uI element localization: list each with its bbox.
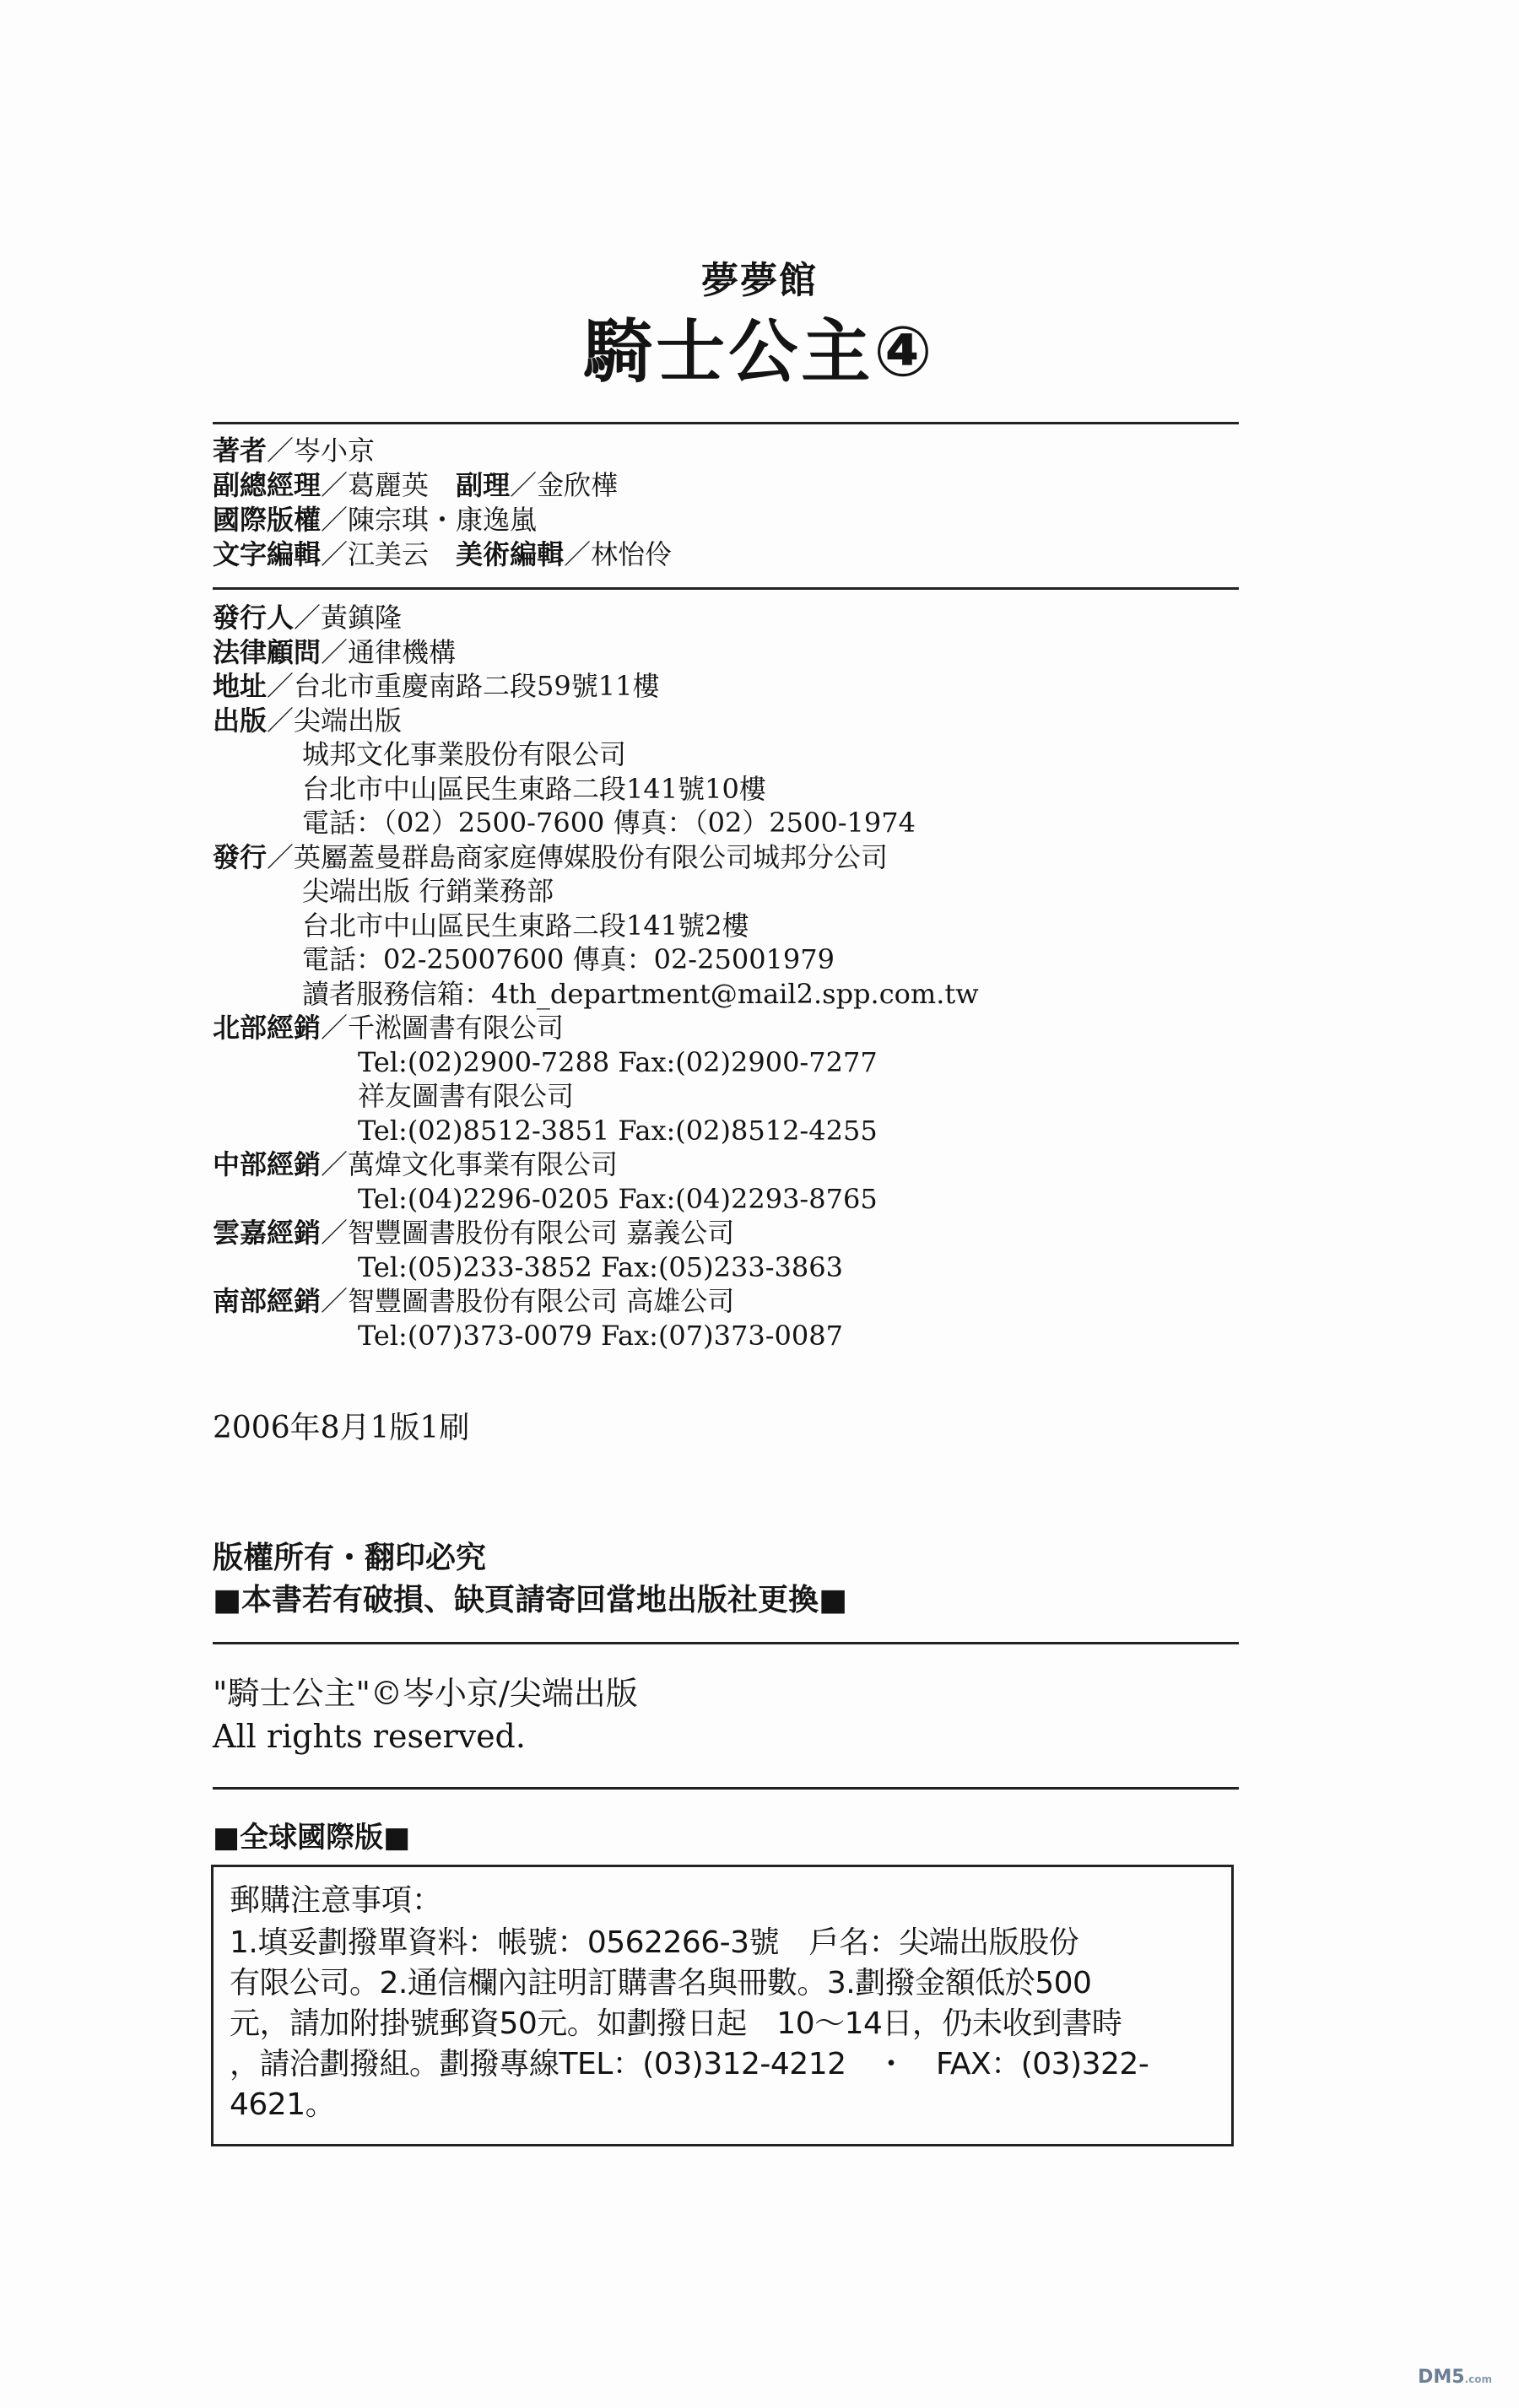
mail-order-line: 4621。	[230, 2087, 336, 2122]
credit-value: 陳宗琪・康逸嵐	[348, 504, 538, 536]
publisher-separator: ／	[321, 1217, 349, 1249]
publisher-separator: ／	[321, 635, 349, 668]
credit-separator: ／	[510, 469, 538, 501]
replacement-notice	[213, 1576, 847, 1619]
all-rights-reserved: All rights reserved.	[213, 1718, 526, 1755]
book-title: 騎士公主④	[583, 312, 936, 392]
replacement-text: 本書若有破損、缺頁請寄回當地出版社更換	[241, 1583, 819, 1617]
publisher-value: 尖端出版 行銷業務部	[302, 875, 554, 907]
copyright-line: "騎士公主"©岑小京/尖端出版	[213, 1675, 638, 1712]
credit-value: 葛麗英	[348, 469, 430, 501]
publisher-line	[213, 669, 659, 703]
publisher-label: 北部經銷	[213, 1012, 322, 1044]
publisher-label: 發行	[213, 840, 268, 873]
publisher-separator: ／	[267, 704, 295, 737]
square-mark: ■	[819, 1583, 848, 1617]
publisher-value: 智豐圖書股份有限公司 嘉義公司	[348, 1217, 735, 1249]
publisher-line	[302, 942, 835, 976]
square-mark: ■	[213, 1583, 242, 1617]
publisher-line	[213, 1011, 564, 1045]
publisher-label: 出版	[213, 704, 268, 737]
publisher-label: 中部經銷	[213, 1148, 322, 1180]
edition-info: 2006年8月1版1刷	[213, 1411, 470, 1445]
publisher-value: 英屬蓋曼群島商家庭傳媒股份有限公司城邦分公司	[294, 840, 889, 873]
credit-separator: ／	[321, 469, 349, 501]
divider-top	[213, 422, 1239, 424]
square-mark: ■	[213, 1821, 241, 1855]
watermark-main: DM5	[1418, 2367, 1465, 2388]
publisher-separator: ／	[321, 1012, 349, 1044]
publisher-value: 智豐圖書股份有限公司 高雄公司	[348, 1285, 735, 1317]
international-text: 全球國際版	[240, 1821, 384, 1855]
credit-label: 副理	[456, 469, 511, 501]
publisher-label: 法律顧問	[213, 635, 322, 668]
publisher-separator: ／	[267, 840, 295, 873]
publisher-line	[358, 1114, 878, 1147]
mail-order-line: ，請洽劃撥組。劃撥專線TEL：(03)312-4212 ・ FAX：(03)322-	[230, 2047, 1149, 2081]
publisher-label: 南部經銷	[213, 1285, 322, 1317]
credit-value: 江美云	[348, 538, 430, 570]
credit-line	[213, 503, 537, 537]
publisher-value: 萬煒文化事業有限公司	[348, 1148, 619, 1180]
publisher-value: Tel:(04)2296-0205 Fax:(04)2293-8765	[358, 1182, 878, 1215]
publisher-value: 尖端出版	[294, 704, 403, 737]
publisher-line	[213, 635, 456, 669]
publisher-value: 電話：（02）2500-7600 傳真：（02）2500-1974	[302, 807, 916, 839]
publisher-value: Tel:(05)233-3852 Fax:(05)233-3863	[358, 1250, 843, 1283]
publisher-label: 地址	[213, 670, 268, 702]
publisher-line	[302, 977, 979, 1011]
credit-line	[213, 537, 672, 571]
publisher-line	[213, 1284, 734, 1318]
mail-order-line: 元，請加附掛號郵資50元。如劃撥日起 10～14日，仍未收到書時	[230, 2006, 1122, 2041]
publisher-line	[302, 772, 766, 806]
publisher-separator: ／	[294, 602, 322, 634]
mail-order-heading: 郵購注意事項：	[230, 1883, 443, 1918]
credit-line	[213, 468, 618, 502]
credit-separator: ／	[267, 435, 295, 467]
publisher-value: 城邦文化事業股份有限公司	[302, 738, 627, 770]
publisher-line	[358, 1079, 574, 1113]
divider-copyright	[213, 1642, 1239, 1644]
publisher-value: 千淞圖書有限公司	[348, 1012, 565, 1044]
credit-value: 林怡伶	[591, 538, 673, 570]
publisher-separator: ／	[321, 1285, 349, 1317]
square-mark: ■	[383, 1821, 411, 1855]
credit-value: 金欣樺	[537, 469, 619, 501]
publisher-line	[213, 840, 888, 874]
publisher-value: Tel:(07)373-0079 Fax:(07)373-0087	[358, 1319, 843, 1352]
credit-value: 岑小京	[294, 435, 376, 467]
series-name: 夢夢館	[701, 259, 818, 302]
publisher-line	[302, 806, 916, 840]
divider-international	[213, 1787, 1239, 1790]
publisher-line	[358, 1319, 843, 1352]
credit-label: 著者	[213, 435, 268, 467]
credit-label: 文字編輯	[213, 538, 322, 570]
watermark-sub: .com	[1464, 2373, 1492, 2385]
publisher-line	[358, 1182, 878, 1216]
publisher-line	[213, 1216, 734, 1250]
credit-label: 美術編輯	[456, 538, 565, 570]
mail-order-line: 1.填妥劃撥單資料：帳號：0562266-3號 戶名：尖端出版股份	[230, 1925, 1079, 1960]
publisher-value: 祥友圖書有限公司	[358, 1080, 575, 1112]
publisher-line	[213, 704, 402, 737]
publisher-value: Tel:(02)8512-3851 Fax:(02)8512-4255	[358, 1114, 878, 1147]
publisher-label: 發行人	[213, 602, 295, 634]
publisher-value: 電話：02-25007600 傳真：02-25001979	[302, 943, 835, 975]
publisher-line	[302, 737, 626, 771]
publisher-label: 雲嘉經銷	[213, 1217, 322, 1249]
publisher-value: Tel:(02)2900-7288 Fax:(02)2900-7277	[358, 1045, 878, 1078]
credit-separator: ／	[564, 538, 592, 570]
publisher-line	[302, 874, 554, 908]
site-watermark	[1418, 2367, 1492, 2388]
publisher-value: 台北市中山區民生東路二段141號10樓	[302, 772, 766, 805]
divider-middle	[213, 587, 1239, 590]
mail-order-line: 有限公司。2.通信欄內註明訂購書名與冊數。3.劃撥金額低於500	[230, 1966, 1092, 2000]
publisher-line	[213, 601, 402, 634]
credit-label: 國際版權	[213, 504, 322, 536]
publisher-value: 讀者服務信箱：4th_department@mail2.spp.com.tw	[302, 977, 979, 1010]
publisher-separator: ／	[321, 1148, 349, 1180]
publisher-value: 通律機構	[348, 635, 457, 668]
publisher-value: 台北市中山區民生東路二段141號2樓	[302, 909, 749, 942]
international-edition	[213, 1814, 410, 1855]
credit-separator: ／	[321, 538, 349, 570]
credit-line	[213, 434, 375, 467]
publisher-line	[358, 1045, 878, 1079]
publisher-line	[358, 1250, 843, 1284]
rights-notice: 版權所有・翻印必究	[213, 1541, 487, 1575]
publisher-value: 黃鎮隆	[321, 602, 403, 634]
publisher-value: 台北市重慶南路二段59號11樓	[294, 670, 660, 702]
publisher-line	[302, 909, 749, 942]
publisher-line	[213, 1147, 618, 1181]
credit-separator: ／	[321, 504, 349, 536]
credit-label: 副總經理	[213, 469, 322, 501]
publisher-separator: ／	[267, 670, 295, 702]
